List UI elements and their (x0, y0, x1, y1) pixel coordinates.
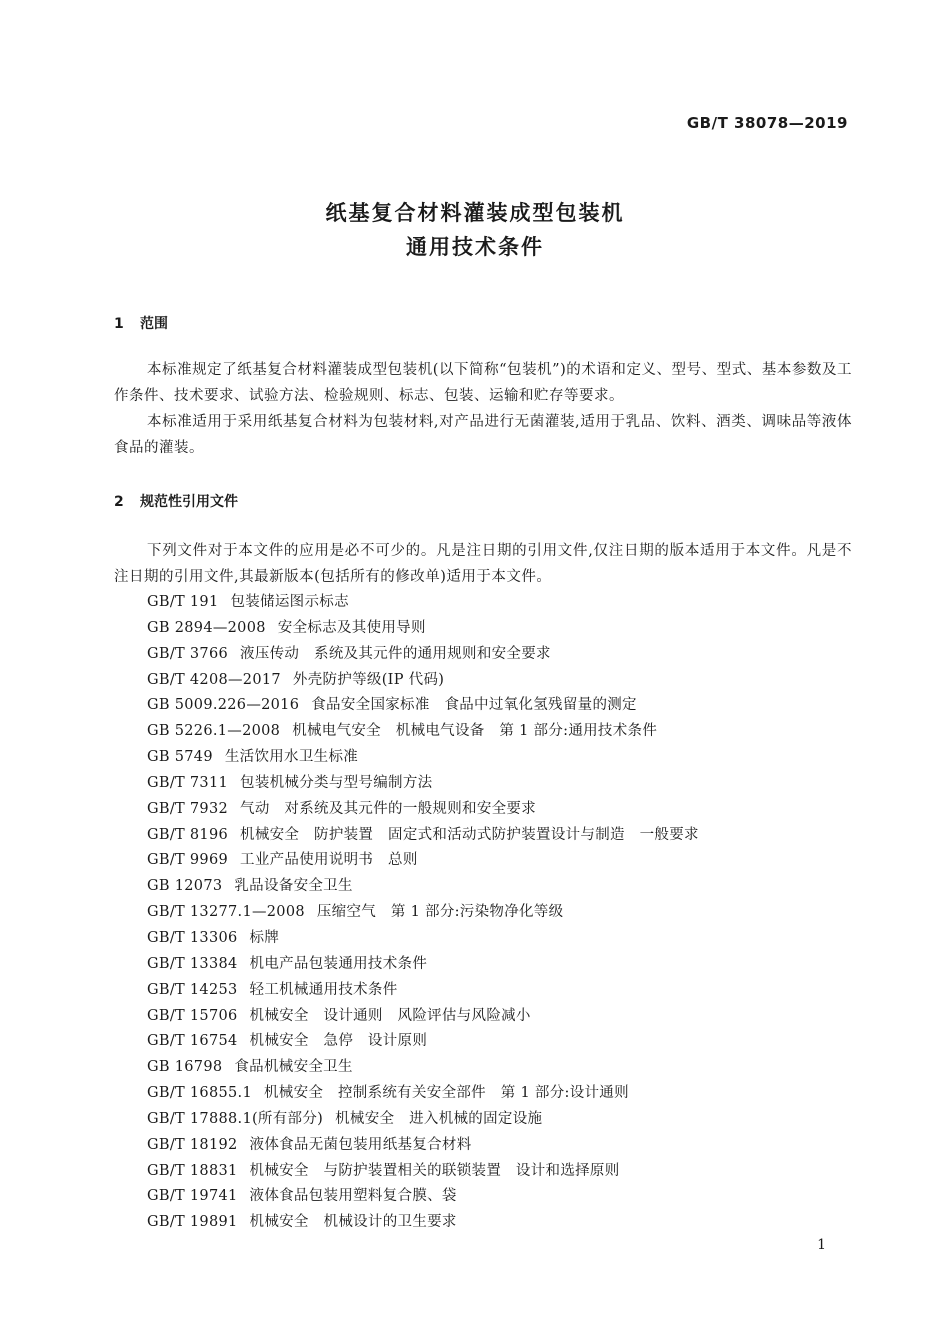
reference-title: 工业产品使用说明书 总则 (240, 852, 418, 869)
reference-item (147, 1004, 699, 1030)
reference-code: GB 5009.226—2016 (147, 697, 300, 714)
reference-code: GB/T 15706 (147, 1007, 238, 1024)
reference-title: 机械安全 急停 设计原则 (249, 1033, 428, 1050)
reference-code: GB/T 13306 (147, 929, 238, 946)
reference-item (147, 1159, 699, 1185)
standard-code: GB/T 38078—2019 (686, 114, 848, 132)
reference-title: 液体食品包装用塑料复合膜、袋 (249, 1188, 457, 1205)
reference-code: GB/T 18192 (147, 1136, 238, 1153)
reference-code: GB/T 14253 (147, 981, 238, 998)
reference-title: 包装储运图示标志 (230, 594, 349, 610)
reference-title: 机电产品包装通用技术条件 (249, 955, 428, 972)
reference-title: 外壳防护等级(IP 代码) (292, 671, 445, 688)
reference-code: GB/T 13384 (147, 955, 238, 972)
document-title-line1: 纸基复合材料灌装成型包装机 (325, 201, 625, 225)
reference-code: GB 12073 (147, 878, 223, 895)
reference-code: GB/T 8196 (147, 826, 229, 843)
reference-title: 机械安全 机械设计的卫生要求 (249, 1214, 457, 1231)
section-1-heading (114, 313, 168, 333)
reference-item (147, 616, 699, 642)
reference-code: GB/T 4208—2017 (147, 671, 281, 688)
reference-title: 机械安全 进入机械的固定设施 (335, 1110, 543, 1127)
reference-title: 气动 对系统及其元件的一般规则和安全要求 (240, 800, 537, 817)
page-number: 1 (817, 1237, 826, 1253)
reference-item (147, 926, 699, 952)
reference-title: 食品安全国家标准 食品中过氧化氢残留量的测定 (311, 697, 637, 714)
reference-item (147, 952, 699, 978)
reference-code: GB/T 191 (147, 594, 219, 610)
reference-title: 标牌 (249, 929, 280, 946)
reference-code: GB/T 18831 (147, 1162, 238, 1179)
reference-title: 压缩空气 第 1 部分:污染物净化等级 (316, 904, 564, 921)
reference-code: GB 5749 (147, 749, 213, 766)
reference-item (147, 1184, 699, 1210)
reference-code: GB 2894—2008 (147, 619, 266, 636)
reference-item (147, 1081, 699, 1107)
reference-code: GB/T 13277.1—2008 (147, 904, 305, 921)
reference-title: 液压传动 系统及其元件的通用规则和安全要求 (240, 645, 551, 662)
reference-code: GB/T 7311 (147, 774, 229, 791)
reference-item (147, 900, 699, 926)
section-1-paragraph-1: 本标准规定了纸基复合材料灌装成型包装机(以下简称“包装机”)的术语和定义、型号、型式、基本参数及工作条件、技术要求、试验方法、检验规则、标志、包装、运输和贮存等要求。 (114, 362, 852, 404)
reference-item (147, 797, 699, 823)
section-2-number: 2 (114, 494, 124, 510)
reference-item (147, 848, 699, 874)
reference-item (147, 1133, 699, 1159)
reference-code: GB/T 19741 (147, 1188, 238, 1205)
reference-code: GB/T 17888.1(所有部分) (147, 1110, 324, 1127)
reference-item (147, 668, 699, 694)
section-1-paragraph-2: 本标准适用于采用纸基复合材料为包装材料,对产品进行无菌灌装,适用于乳品、饮料、酒类、调味品等液体食品的灌装。 (114, 414, 852, 456)
reference-title: 乳品设备安全卫生 (234, 878, 353, 895)
reference-code: GB/T 3766 (147, 645, 229, 662)
reference-title: 机械电气安全 机械电气设备 第 1 部分:通用技术条件 (292, 723, 658, 740)
reference-code: GB 16798 (147, 1059, 223, 1076)
reference-code: GB/T 7932 (147, 800, 229, 817)
reference-title: 安全标志及其使用导则 (277, 619, 426, 636)
reference-code: GB 5226.1—2008 (147, 723, 281, 740)
reference-code: GB/T 9969 (147, 852, 229, 869)
reference-title: 包装机械分类与型号编制方法 (240, 774, 433, 791)
reference-item (147, 1210, 699, 1236)
normative-references-list (147, 590, 699, 1236)
reference-item (147, 823, 699, 849)
section-1-title: 范围 (140, 316, 168, 332)
reference-item (147, 1055, 699, 1081)
reference-item (147, 590, 699, 616)
reference-title: 轻工机械通用技术条件 (249, 981, 398, 998)
section-1-number: 1 (114, 316, 124, 332)
reference-title: 机械安全 控制系统有关安全部件 第 1 部分:设计通则 (263, 1085, 629, 1102)
reference-item (147, 1107, 699, 1133)
section-2-heading (114, 491, 238, 511)
reference-title: 食品机械安全卫生 (234, 1059, 353, 1076)
reference-title: 生活饮用水卫生标准 (224, 749, 359, 766)
reference-title: 机械安全 设计通则 风险评估与风险减小 (249, 1007, 531, 1024)
reference-item (147, 719, 699, 745)
reference-item (147, 978, 699, 1004)
reference-title: 机械安全 与防护装置相关的联锁装置 设计和选择原则 (249, 1162, 620, 1179)
reference-title: 液体食品无菌包装用纸基复合材料 (249, 1136, 472, 1153)
reference-code: GB/T 16855.1 (147, 1085, 252, 1102)
document-title-line2: 通用技术条件 (406, 235, 544, 259)
reference-item (147, 874, 699, 900)
reference-item (147, 745, 699, 771)
reference-code: GB/T 19891 (147, 1214, 238, 1231)
reference-item (147, 771, 699, 797)
reference-item (147, 642, 699, 668)
reference-code: GB/T 16754 (147, 1033, 238, 1050)
reference-title: 机械安全 防护装置 固定式和活动式防护装置设计与制造 一般要求 (240, 826, 699, 843)
section-2-paragraph-1: 下列文件对于本文件的应用是必不可少的。凡是注日期的引用文件,仅注日期的版本适用于本文件。凡是不注日期的引用文件,其最新版本(包括所有的修改单)适用于本文件。 (114, 543, 852, 585)
reference-item (147, 1029, 699, 1055)
section-2-title: 规范性引用文件 (140, 494, 238, 510)
reference-item (147, 693, 699, 719)
